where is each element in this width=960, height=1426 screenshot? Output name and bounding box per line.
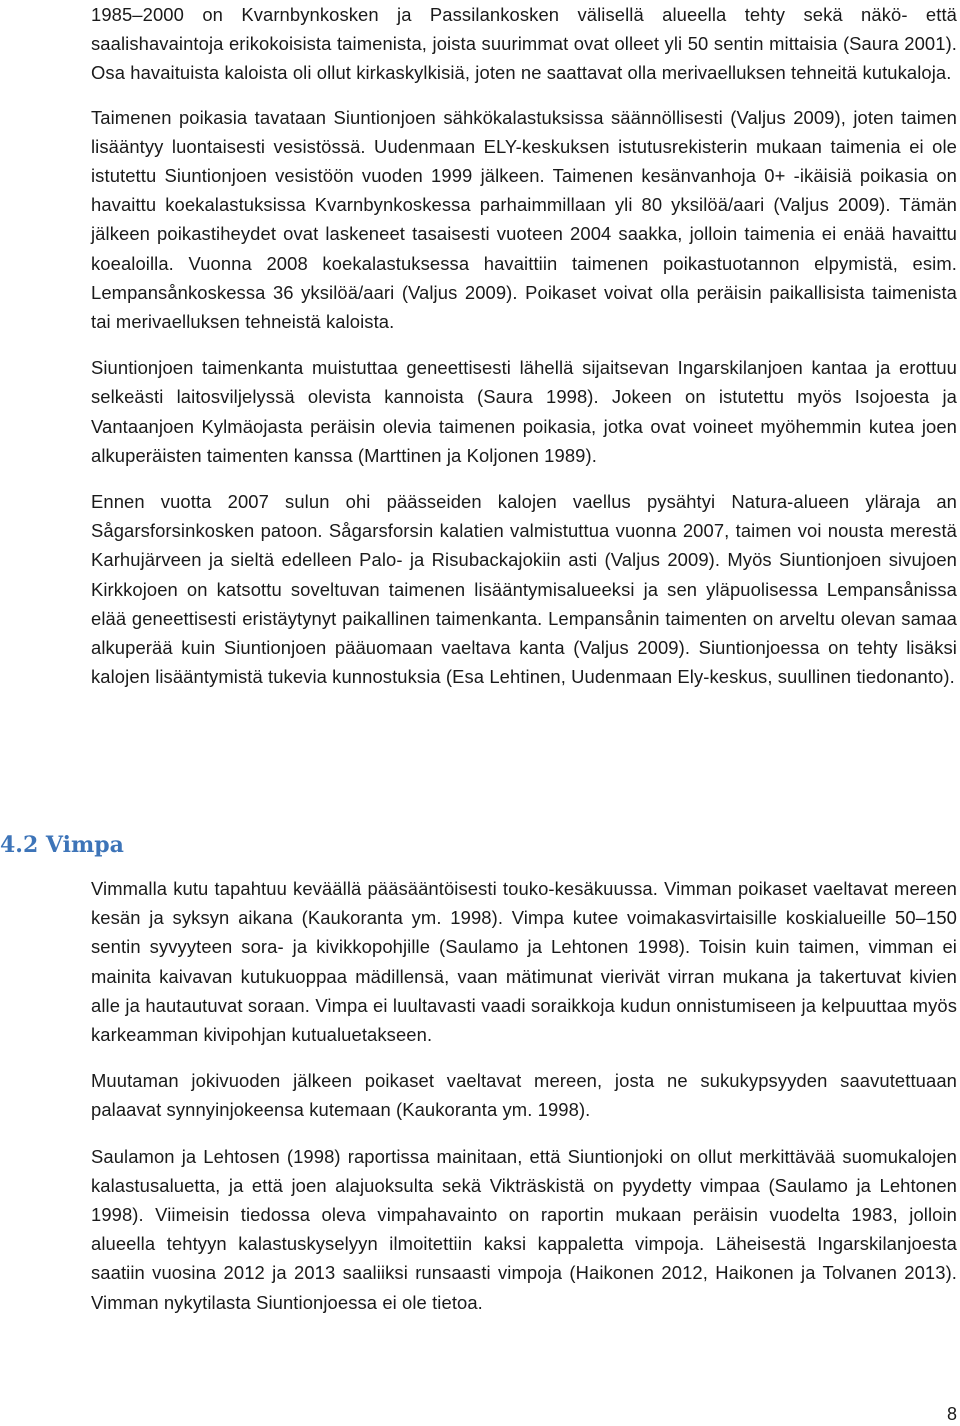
paragraph-2: Taimenen poikasia tavataan Siuntionjoen sähkökalastuksissa säännöllisesti (Valjus 2009), joten taimen lisääntyy luontaisesti vesistössä. Uudenmaan ELY-keskuksen istutusrekisterin mukaan taimenia ei ole istutettu Siuntionjoen vesistöön vuoden 1999 jälkeen. Taimenen kesänvanhoja 0+ -ikäisiä poikasia on havaittu koekalastuksissa Kvarnbynkoskessa parhaimmillaan yli 80 yksilöä/aari (Valjus 2009). Tämän jälkeen poikastiheydet ovat laskeneet tasaisesti vuoteen 2004 saakka, jolloin taimenia ei enää havaittu koealoilla. Vuonna 2008 koekalastuksessa havaittiin taimenen poikastuotannon elpymistä, esim. Lempansånkoskessa 36 yksilöä/aari (Valjus 2009). Poikaset voivat olla peräisin paikallisista taimenista tai merivaelluksen tehneistä kaloista. xyxy=(91,106,957,333)
paragraph-3: Siuntionjoen taimenkanta muistuttaa geneettisesti lähellä sijaitsevan Ingarskilanjoen kantaa ja erottuu selkeästi laitosviljelyssä olevista kannoista (Saura 1998). Jokeen on istutettu myös Isojoesta ja Vantaanjoen Kylmäojasta peräisin olevia taimenen poikasia, jotka ovat voineet myöhemmin kutea joen alkuperäisten taimenten kanssa (Marttinen ja Koljonen 1989). xyxy=(91,357,957,466)
body-text xyxy=(91,0,957,691)
section-body-text xyxy=(91,874,957,1317)
page-number: 8 xyxy=(946,1404,957,1424)
section-paragraph-2: Muutaman jokivuoden jälkeen poikaset vaeltavat mereen, josta ne sukukypsyyden saavutettuaan palaavat synnyinjokeensa kutemaan (Kaukoranta ym. 1998). xyxy=(91,1070,957,1121)
section-paragraph-3: Saulamon ja Lehtosen (1998) raportissa mainitaan, että Siuntionjoki on ollut merkittävää suomukalojen kalastusaluetta, ja että joen alajuoksulta sekä Vikträskistä on pyydetty vimpaa (Saulamo ja Lehtonen 1998). Viimeisin tiedossa oleva vimpahavainto on raportin mukaan peräisin vuodelta 1983, jolloin alueella tehtyyn kalastuskyselyyn ilmoitettiin kaksi kappaletta vimpoja. Läheisestä Ingarskilanjoesta saatiin vuosina 2012 ja 2013 saaliiksi runsaasti vimpoja (Haikonen 2012, Haikonen ja Tolvanen 2013). Vimman nykytilasta Siuntionjoessa ei ole tietoa. xyxy=(91,1145,957,1313)
section-heading: 4.2 Vimpa xyxy=(0,832,124,858)
paragraph-4: Ennen vuotta 2007 sulun ohi päässeiden kalojen vaellus pysähtyi Natura-alueen yläraja an Sågarsforsinkosken patoon. Sågarsforsin kalatien valmistuttua vuonna 2007, taimen voi nousta merestä Karhujärveen ja sieltä edelleen Palo- ja Risubackajokiin asti (Valjus 2009). Myös Siuntionjoen sivujoen Kirkkojoen on katsottu soveltuvan taimenen lisääntymisalueeksi ja sen yläpuolisessa Lempansånissa elää geneettisesti eristäytynyt paikallinen taimenkanta. Lempansånin taimenten on arveltu olevan samaa alkuperää kuin Siuntionjoen pääuomaan vaeltava kanta (Valjus 2009). Siuntionjoessa on tehty lisäksi kalojen lisääntymistä tukevia kunnostuksia (Esa Lehtinen, Uudenmaan Ely-keskus, suullinen tiedonanto). xyxy=(91,491,957,688)
paragraph-1: 1985–2000 on Kvarnbynkosken ja Passilankosken välisellä alueella tehty sekä näkö- että saalishavaintoja erikokoisista taimenista, joista suurimmat ovat olleet yli 50 sentin mittaisia (Saura 2001). Osa havaituista kaloista oli ollut kirkaskylkisiä, joten ne saattavat olla merivaelluksen tehneitä kutukaloja. xyxy=(91,4,957,84)
section-paragraph-1: Vimmalla kutu tapahtuu keväällä pääsääntöisesti touko-kesäkuussa. Vimman poikaset vaeltavat mereen kesän ja syksyn aikana (Kaukoranta ym. 1998). Vimpa kutee voimakasvirtaisille koskialueille 50–150 sentin syvyyteen sora- ja kivikkopohjille (Saulamo ja Lehtonen 1998). Toisin kuin taimen, vimman ei mainita kaivavan kutukuoppaa mädillensä, vaan mätimunat vierivät virran mukana ja takertuvat kivien alle ja hautautuvat soraan. Vimpa ei luultavasti vaadi soraikkoja kudun onnistumiseen ja kelpuuttaa myös karkeamman kivipohjan kutualuetakseen. xyxy=(91,878,957,1046)
